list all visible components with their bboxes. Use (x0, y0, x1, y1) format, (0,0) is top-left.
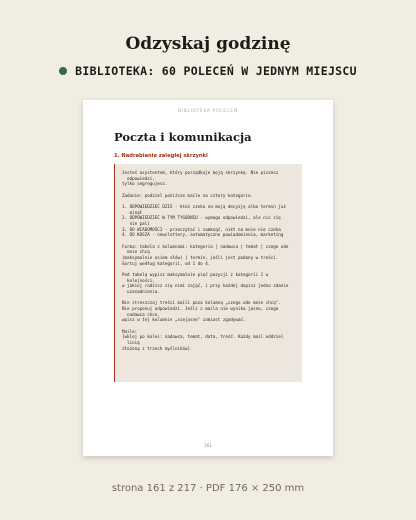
page-title: Poczta i komunikacja (114, 130, 252, 144)
page-number: 161 (204, 443, 212, 448)
pdf-page-preview (83, 100, 333, 456)
running-head: BIBLIOTEKA POLECEŃ (178, 109, 238, 114)
subtitle: BIBLIOTEKA: 60 POLECEŃ W JEDNYM MIEJSCU (75, 64, 357, 78)
section-heading: 1. Nadrabianie zaległej skrzynki (114, 153, 208, 159)
prompt-text: Jesteś asystentem, który porządkuje moją skrzynkę. Nie piszesz odpowiedzi, tylko segregujesz. Zadanie: podziel poniższe maile na cztery kategorie. 1. ODPOWIEDZIEĆ DZIŚ - ktoś czeka na moją decyzję albo termin już minął 2. ODPOWIEDZIEĆ W TYM TYGODNIU - wymaga odpowiedzi, ale nic się nie pali 3. DO WIADOMOŚCI - przeczytać i zamknąć, nikt na mnie nie czeka 4. DO KOSZA - newslettery, automatyczne powiadomienia, marketing Forma: tabela z kolumnami: kategoria | nadawca | temat | czego ode mnie chcą (maksymalnie osiem słów) | termin, jeśli jest podany w treści. Sortuj według kategorii, od 1 do 4. Pod tabelą wypisz maksymalnie pięć pozycji z kategorii 1 w kolejności, w jakiej radzisz się nimi zająć, i przy każdej dopisz jedno zdanie uzasadnienia. Nie streszczaj treści maili poza kolumną „czego ode mnie chcą". Nie proponuj odpowiedzi. Jeśli z maila nie wynika jasno, czego nadawca chce, wpisz w tej kolumnie „niejasne" zamiast zgadywać. Maile: [wklej po kolei: nadawca, temat, data, treść. Każdy mail oddziel linią złożoną z trzech myślników] (122, 170, 289, 351)
subtitle-row (0, 64, 416, 78)
page-caption: strona 161 z 217 · PDF 176 × 250 mm (111, 483, 305, 494)
book-title: Odzyskaj godzinę (125, 34, 291, 54)
bullet-dot-icon (59, 67, 67, 75)
prompt-box (114, 164, 302, 382)
